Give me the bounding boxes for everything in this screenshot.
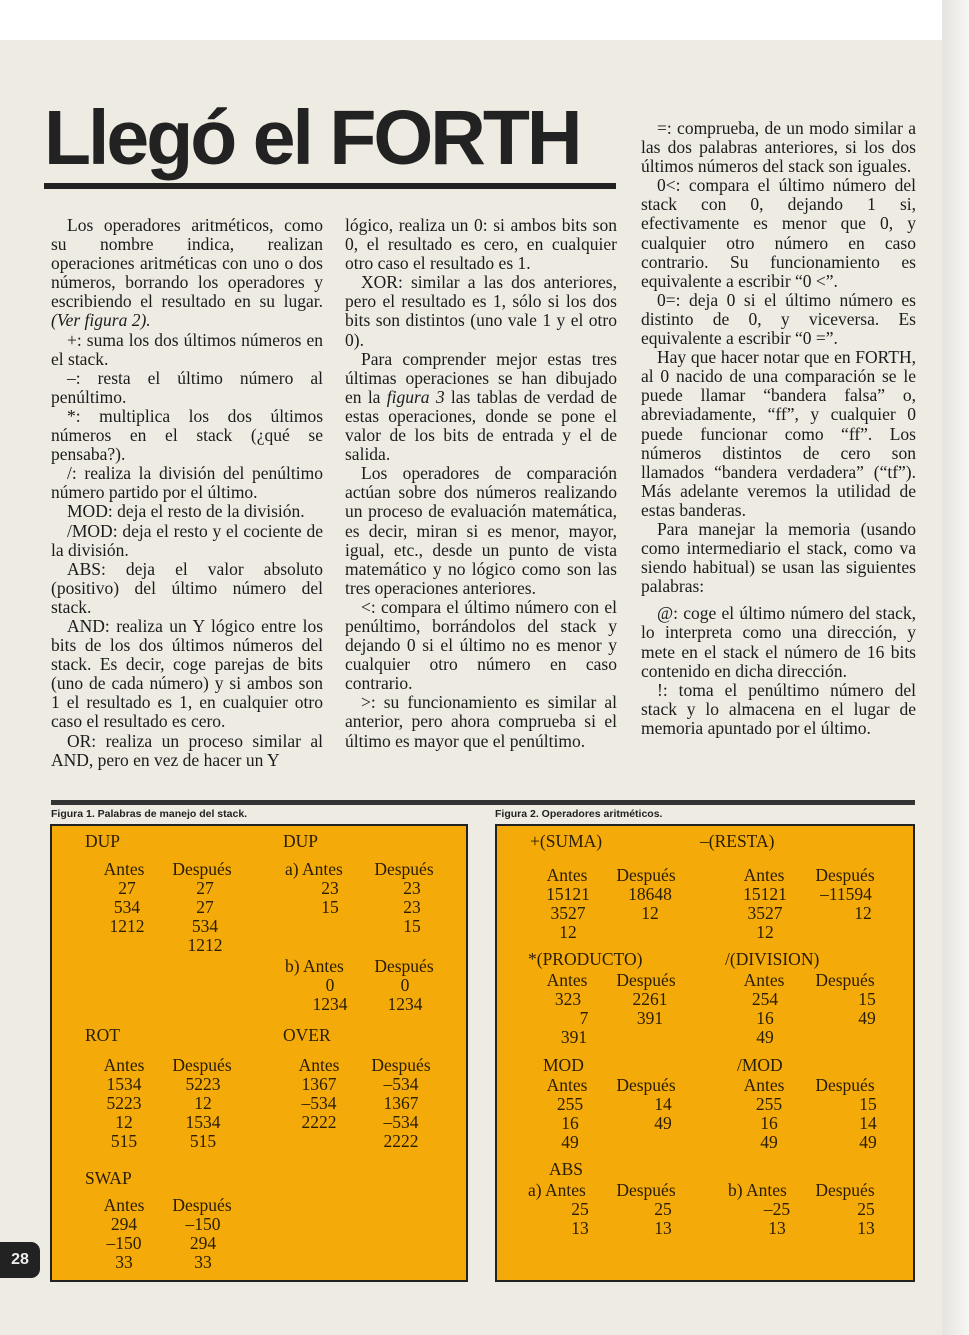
stack-value: 33 [115,1252,133,1272]
after-heading: Después [371,1055,431,1075]
paragraph: XOR: similar a las dos anteriores, pero el resultado es 1, sólo si los dos bits son distintos (uno vale 1 y el otro 0). [345,272,617,350]
section-divider [51,800,915,805]
stack-value: 323 [554,989,582,1009]
figure-1-caption: Figura 1. Palabras de manejo del stack. [51,808,248,820]
case-b-heading: b) Antes [728,1180,787,1200]
before-heading: Antes [546,1075,588,1095]
after-heading: Después [815,865,875,885]
stack-value: 25 [571,1199,589,1219]
stack-value: 1212 [109,916,145,936]
stack-value: 0 [400,975,410,995]
stack-value: 1367 [301,1074,337,1094]
stack-value: 12 [641,903,659,923]
paragraph: lógico, realiza un 0: si ambos bits son 0, el resultado es cero, en cualquier otro caso el resultado es 1. [345,215,617,274]
stack-value: 15 [321,897,339,917]
paragraph-text: Para comprender mejor estas tres últimas operaciones se han dibujado en la [345,348,617,407]
paragraph: 0<: compara el último número del stack con 0, dejando 1 si, efectivamente es menor que 0, y cualquier otro número en caso contrario. Su funcionamiento es equivalente a escribir “0 <”. [641,175,916,291]
stack-value: 13 [571,1218,589,1238]
stack-value: 12 [559,922,577,942]
stack-value: 27 [118,878,136,898]
stack-value: –534 [383,1074,419,1094]
after-heading: Después [616,970,676,990]
stack-value: 27 [196,878,214,898]
title-underline [44,183,616,189]
over-heading: OVER [283,1025,331,1045]
stack-value: 13 [654,1218,672,1238]
paragraph: <: compara el último número con el penúltimo, borrándolos del stack y dejando 0 si el último no es menor y cualquier otro número en caso contrario. [345,596,617,694]
stack-value: 49 [760,1132,778,1152]
stack-value: 391 [636,1008,664,1028]
stack-value: 23 [403,878,421,898]
case-a-heading: a) Antes [285,859,343,879]
stack-value: 254 [751,989,779,1009]
stack-value: 49 [654,1113,672,1133]
paragraph: Los operadores de comparación actúan sobre dos números realizando un proceso de evaluación matemática, es decir, miran si es menor, mayor, igual, etc., desde un punto de vista matemático y no lógico como son las tres operaciones anteriores. [345,463,617,598]
paragraph: ABS: deja el valor absoluto (positivo) del último número del stack. [51,558,323,617]
after-heading: Después [815,1075,875,1095]
stack-value: –534 [383,1112,419,1132]
stack-value: 13 [857,1218,875,1238]
case-b-heading: b) Antes [285,956,344,976]
suma-heading: +(SUMA) [530,831,603,851]
before-heading: Antes [103,859,145,879]
dup-heading: DUP [283,831,319,851]
paragraph: OR: realiza un proceso similar al AND, pero en vez de hacer un Y [51,730,323,770]
stack-value: 14 [654,1094,672,1114]
paragraph: /: realiza la división del penúltimo número partido por el último. [51,463,323,503]
stack-value: 23 [321,878,339,898]
article-column-2 [345,216,617,751]
stack-value: 294 [189,1233,217,1253]
swap-heading: SWAP [85,1168,132,1188]
paragraph: 0=: deja 0 si el último número es distinto de 0, y viceversa. Es equivalente a escribir “0 =”. [641,289,916,349]
stack-value: 515 [189,1131,217,1151]
stack-value: 27 [196,897,214,917]
stack-value: 3527 [747,903,783,923]
paragraph: *: multiplica los dos últimos números en el stack (¿qué se pensaba?). [51,405,323,465]
before-heading: Antes [546,865,588,885]
divmod-heading: /MOD [737,1055,783,1075]
stack-value: 294 [110,1214,138,1234]
before-heading: Antes [103,1195,145,1215]
paragraph [345,350,617,465]
before-heading: Antes [743,865,785,885]
paragraph: @: coge el último número del stack, lo interpreta como una dirección, y mete en el stack el número de 16 bits contenido en dicha dirección. [641,603,916,681]
paragraph: +: suma los dos últimos números en el stack. [51,329,323,369]
stack-value: 15 [403,916,421,936]
dup-heading: DUP [85,831,121,851]
paragraph: –: resta el último número al penúltimo. [51,367,323,407]
stack-value: 12 [194,1093,212,1113]
stack-value: –534 [301,1093,337,1113]
stack-value: 12 [115,1112,133,1132]
division-heading: /(DIVISION) [725,949,820,969]
stack-value: 5223 [185,1074,221,1094]
after-heading: Después [815,1180,875,1200]
figure-reference: figura 3 [386,386,445,407]
paragraph: AND: realiza un Y lógico entre los bits de los dos últimos números del stack. Es decir, coge parejas de bits (uno de cada número) y si ambos son 1 el resultado es 1, en cualquier otro caso el resultado es cero. [51,615,323,732]
stack-value: 1234 [312,994,348,1014]
paragraph: /MOD: deja el resto y el cociente de la división. [51,520,323,560]
figure-2-box [495,824,915,1282]
stack-value: 515 [110,1131,138,1151]
article-column-1 [51,216,323,770]
stack-value: 2261 [632,989,668,1009]
paragraph: >: su funcionamiento es similar al anterior, pero ahora comprueba si el último es mayor que el penúltimo. [345,692,617,751]
stack-value: 534 [113,897,141,917]
before-heading: Antes [743,970,785,990]
stack-value: 2222 [383,1131,419,1151]
stack-value: 23 [403,897,421,917]
abs-heading: ABS [549,1159,584,1179]
stack-value: 15121 [743,884,787,904]
stack-value: 7 [579,1008,589,1028]
paragraph: =: comprueba, de un modo similar a las dos palabras anteriores, si los dos últimos números del stack son iguales. [641,118,916,177]
stack-value: 5223 [106,1093,142,1113]
paragraph-text: las tablas de verdad de estas operaciones, donde se pone el valor de los bits de entrada y el de salida. [345,386,618,465]
stack-value: 1534 [106,1074,142,1094]
stack-value: 15121 [546,884,590,904]
paragraph: Para manejar la memoria (usando como intermediario el stack, como va siendo habitual) se usan las siguientes palabras: [641,518,916,597]
after-heading: Después [172,1195,232,1215]
stack-value: –25 [763,1199,791,1219]
stack-value: –11594 [820,884,872,904]
rot-heading: ROT [85,1025,120,1045]
stack-value: 13 [768,1218,786,1238]
stack-value: –150 [185,1214,221,1234]
after-heading: Después [616,1075,676,1095]
after-heading: Después [374,956,434,976]
paragraph: MOD: deja el resto de la división. [67,501,305,522]
paragraph: Hay que hacer notar que en FORTH, al 0 nacido de una comparación se le puede llamar “bandera falsa” o, abreviadamente, “ff”, y cualquier 0 puede funcionar como “ff”. Los números distintos de cero son llamados “bandera verdadera” (“tf”). Más adelante veremos la utilidad de estas banderas. [641,347,916,520]
mod-heading: MOD [543,1055,584,1075]
after-heading: Después [616,1180,676,1200]
stack-value: 49 [859,1132,877,1152]
stack-value: 1367 [383,1093,419,1113]
after-heading: Después [374,859,434,879]
stack-value: 3527 [550,903,586,923]
article-title: Llegó el FORTH [44,95,580,181]
resta-heading: –(RESTA) [700,831,775,851]
stack-value: 534 [191,916,219,936]
stack-value: 49 [561,1132,579,1152]
before-heading: Antes [298,1055,340,1075]
stack-value: 12 [756,922,774,942]
stack-value: 25 [857,1199,875,1219]
stack-value: 16 [561,1113,579,1133]
after-heading: Después [172,1055,232,1075]
page-number: 28 [0,1242,40,1278]
case-a-heading: a) Antes [528,1180,586,1200]
figure-1-box [50,824,468,1282]
before-heading: Antes [743,1075,785,1095]
stack-value: 1234 [387,994,423,1014]
figure-2-caption: Figura 2. Operadores aritméticos. [495,808,663,820]
stack-value: 15 [858,989,876,1009]
stack-value: 25 [654,1199,672,1219]
stack-value: 49 [756,1027,774,1047]
binding-edge [942,0,969,1335]
stack-value: 49 [858,1008,876,1028]
stack-value: 33 [194,1252,212,1272]
stack-value: 1212 [187,935,223,955]
stack-value: 16 [756,1008,774,1028]
stack-value: 14 [859,1113,877,1133]
stack-value: 16 [760,1113,778,1133]
before-heading: Antes [103,1055,145,1075]
stack-value: –150 [106,1233,142,1253]
paragraph: !: toma el penúltimo número del stack y lo almacena en el lugar de memoria apuntado por el último. [641,679,916,738]
figure-reference: (Ver figura 2). [51,310,151,331]
article-column-3 [641,119,916,738]
before-heading: Antes [546,970,588,990]
paragraph-text: Los operadores aritméticos, como su nombre indica, realizan operaciones aritméticas con uno o dos números, borrando los operadores y escribiendo el resultado en su lugar. [51,215,323,312]
stack-value: 2222 [301,1112,337,1132]
stack-value: 391 [560,1027,588,1047]
stack-value: 1534 [185,1112,221,1132]
stack-value: 12 [854,903,872,923]
paragraph [51,216,323,331]
producto-heading: *(PRODUCTO) [528,949,643,969]
stack-value: 255 [755,1094,783,1114]
after-heading: Después [616,865,676,885]
stack-value: 15 [859,1094,877,1114]
stack-value: 0 [325,975,335,995]
stack-value: 255 [556,1094,584,1114]
stack-value: 18648 [628,884,672,904]
after-heading: Después [815,970,875,990]
after-heading: Después [172,859,232,879]
